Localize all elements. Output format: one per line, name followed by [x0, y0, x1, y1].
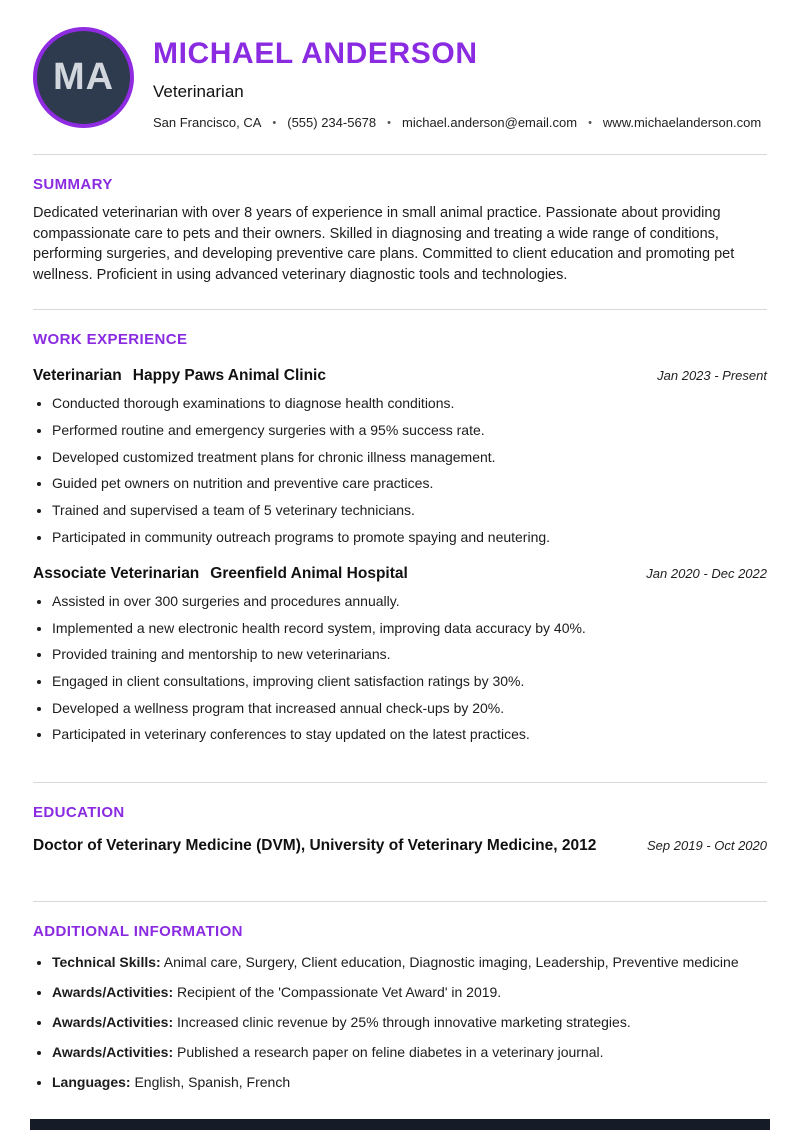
job-bullet: • Conducted thorough examinations to diagnose health conditions. [52, 394, 767, 412]
avatar [33, 27, 134, 128]
job-header-row [33, 367, 767, 385]
info-label: Awards/Activities: [52, 983, 174, 1000]
job-bullet: • Guided pet owners on nutrition and preventive care practices. [52, 474, 767, 492]
job-role: Associate Veterinarian [33, 564, 200, 582]
divider [33, 154, 767, 155]
info-item [52, 983, 767, 1001]
additional-information-heading: ADDITIONAL INFORMATION [33, 922, 243, 940]
info-text: English, Spanish, French [134, 1074, 291, 1091]
spacer [33, 855, 767, 877]
contact-phone: (555) 234-5678 [287, 115, 377, 130]
info-item [52, 953, 767, 971]
divider [33, 782, 767, 783]
job-bullet: • Engaged in client consultations, improving client satisfaction ratings by 30%. [52, 672, 767, 690]
contact-location: San Francisco, CA [153, 115, 262, 130]
job-dates: Jan 2020 - Dec 2022 [646, 565, 767, 581]
job-bullet: • Implemented a new electronic health record system, improving data accuracy by 40%. [52, 619, 767, 637]
job-bullet-list [33, 592, 767, 744]
job-role: Veterinarian [33, 367, 122, 385]
info-label: Awards/Activities: [52, 1044, 174, 1061]
info-label: Languages: [52, 1074, 131, 1091]
education-degree: Doctor of Veterinary Medicine (DVM), University of Veterinary Medicine, 2012 [33, 836, 597, 854]
education-dates: Sep 2019 - Oct 2020 [647, 837, 767, 853]
job-bullet: • Assisted in over 300 surgeries and procedures annually. [52, 592, 767, 610]
info-item [52, 1073, 767, 1091]
job-bullet: • Participated in veterinary conferences to stay updated on the latest practices. [52, 725, 767, 743]
job-title [33, 367, 326, 385]
info-item [52, 1043, 767, 1061]
contact-separator: • [588, 116, 592, 129]
job-bullet: • Provided training and mentorship to new veterinarians. [52, 645, 767, 663]
info-text: Published a research paper on feline diabetes in a veterinary journal. [177, 1044, 604, 1061]
job-bullet: • Developed a wellness program that increased annual check-ups by 20%. [52, 699, 767, 717]
summary-heading: SUMMARY [33, 176, 113, 193]
info-label: Technical Skills: [52, 953, 161, 970]
contact-line [153, 115, 761, 130]
additional-info-list [33, 953, 767, 1092]
contact-website: www.michaelanderson.com [602, 115, 762, 130]
candidate-name: MICHAEL ANDERSON [153, 37, 478, 70]
footer-bar [30, 1119, 770, 1130]
info-text: Recipient of the 'Compassionate Vet Award' in 2019. [177, 983, 502, 1000]
resume-header [33, 0, 767, 130]
job-bullet: • Participated in community outreach programs to promote spaying and neutering. [52, 528, 767, 546]
summary-text: Dedicated veterinarian with over 8 years of experience in small animal practice. Passionate about providing compassionate care to pets and their owners. Skilled in diagnosing and treating a wide range of conditions, performing surgeries, and developing preventive care plans. Committed to client education and promoting pet wellness. Proficient in using advanced veterinary diagnostic tools and technologies. [33, 205, 735, 283]
spacer [33, 744, 767, 758]
contact-separator: • [387, 116, 391, 129]
job-company: Happy Paws Animal Clinic [132, 367, 326, 385]
info-text: Increased clinic revenue by 25% through innovative marketing strategies. [177, 1013, 631, 1030]
header-text [153, 27, 761, 130]
education-row [33, 837, 767, 855]
candidate-title: Veterinarian [153, 82, 244, 101]
job-title [33, 565, 408, 583]
job-bullet: • Developed customized treatment plans for chronic illness management. [52, 448, 767, 466]
job-bullet-list [33, 394, 767, 546]
job-bullet: • Trained and supervised a team of 5 veterinary technicians. [52, 501, 767, 519]
info-label: Awards/Activities: [52, 1013, 174, 1030]
info-item [52, 1013, 767, 1031]
contact-email: michael.anderson@email.com [402, 115, 578, 130]
job-bullet: • Performed routine and emergency surgeries with a 95% success rate. [52, 421, 767, 439]
job-company: Greenfield Animal Hospital [210, 564, 408, 582]
divider [33, 901, 767, 902]
job-header-row [33, 565, 767, 583]
work-experience-heading: WORK EXPERIENCE [33, 331, 188, 349]
job-dates: Jan 2023 - Present [657, 368, 767, 384]
education-heading: EDUCATION [33, 803, 125, 821]
contact-separator: • [272, 116, 277, 129]
divider [33, 309, 767, 310]
avatar-initials: MA [52, 56, 115, 98]
info-text: Animal care, Surgery, Client education, Diagnostic imaging, Leadership, Preventive medicine [163, 953, 739, 970]
